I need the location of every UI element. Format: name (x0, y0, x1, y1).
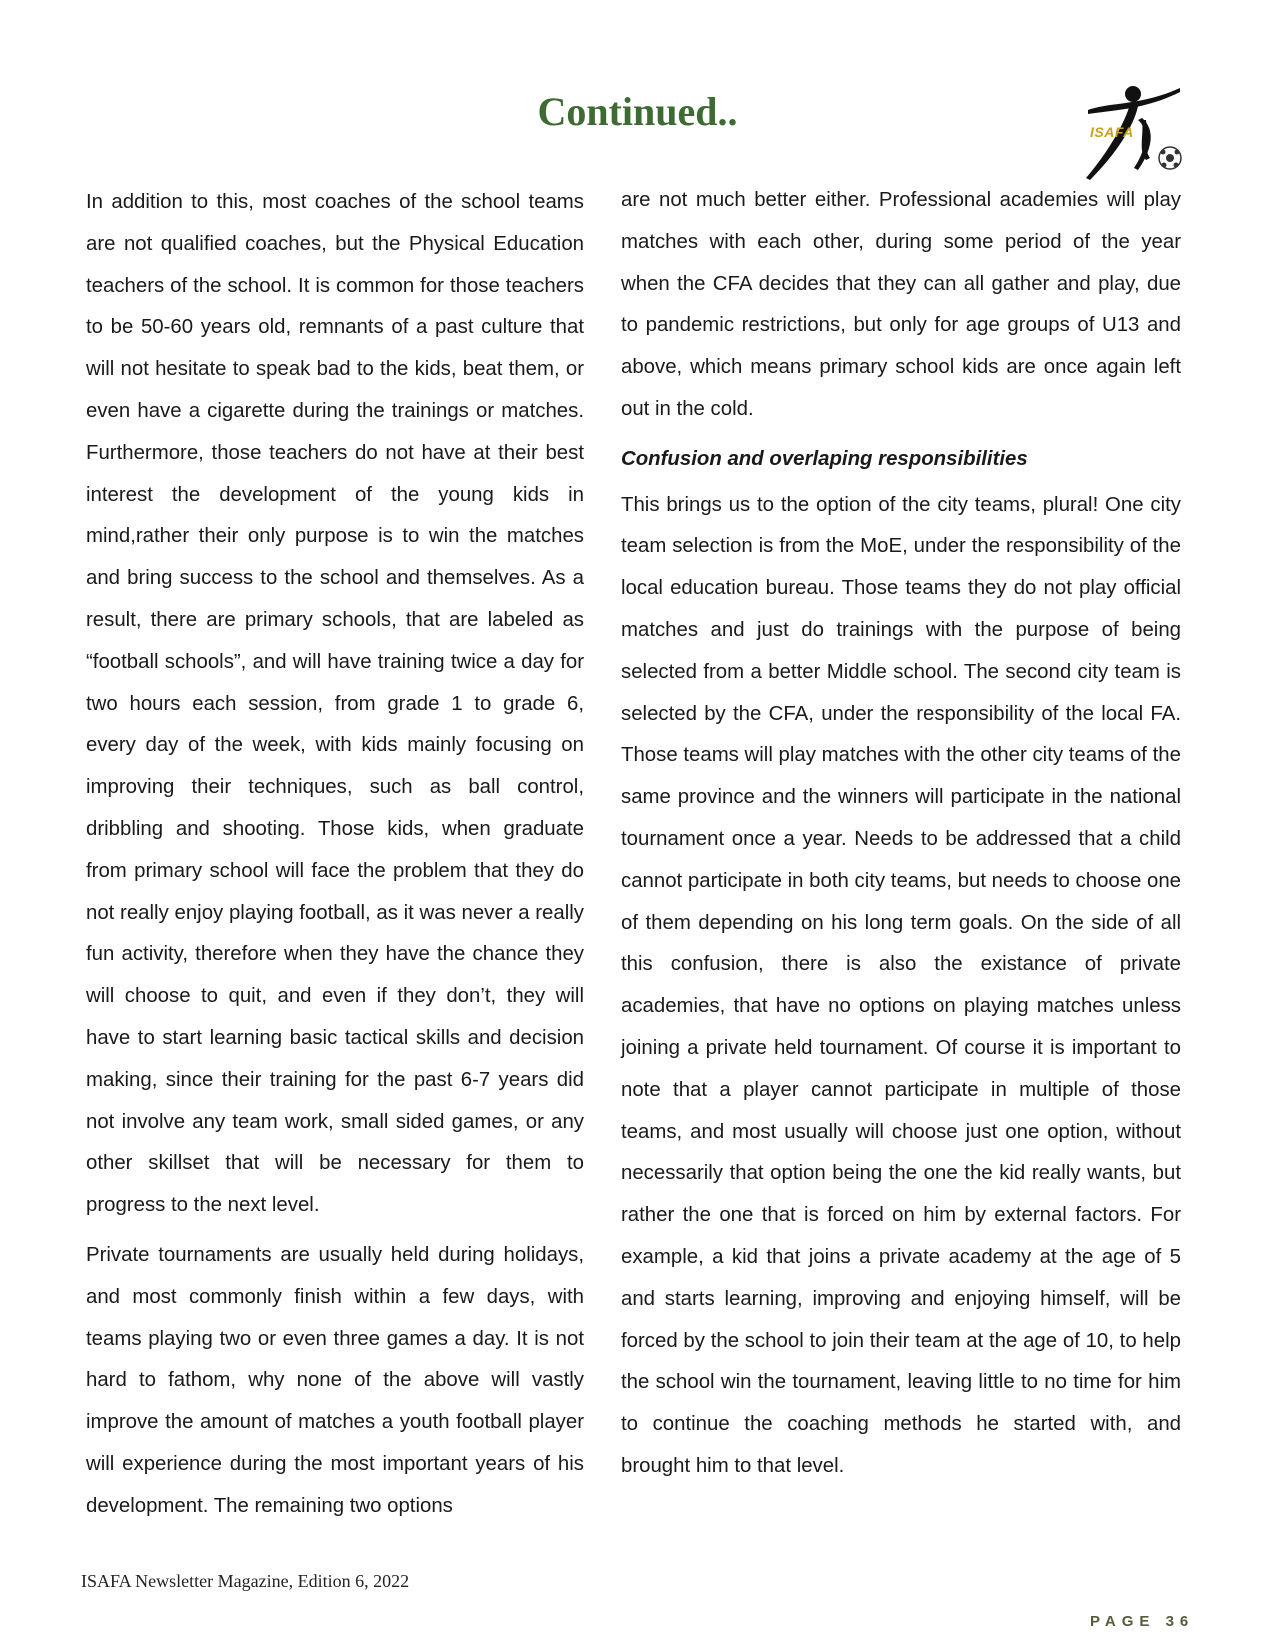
page-number: PAGE 36 (1090, 1613, 1195, 1630)
right-paragraph-2: This brings us to the option of the city teams, plural! One city team selection is from the MoE, under the responsibility of the local education bureau. Those teams they do not play official matches and just do trainings with the purpose of being selected from a better Middle school. The second city team is selected by the CFA, under the responsibility of the local FA. Those teams will play matches with the other city teams of the same province and the winners will participate in the national tournament once a year. Needs to be addressed that a child cannot participate in both city teams, but needs to choose one of them depending on his long term goals. On the side of all this confusion, there is also the existance of private academies, that have no options on playing matches unless joining a private held tournament. Of course it is important to note that a player cannot participate in multiple of those teams, and most usually will choose just one option, without necessarily that option being the one the kid really wants, but rather the one that is forced on him by external factors. For example, a kid that joins a private academy at the age of 5 and starts learning, improving and enjoying himself, will be forced by the school to join their team at the age of 10, to help the school win the tournament, leaving little to no time for him to continue the coaching methods he started with, and brought him to that level. (621, 493, 1181, 1477)
left-paragraph-1: In addition to this, most coaches of the school teams are not qualified coaches, but the Physical Education teachers of the school. It is common for those teachers to be 50-60 years old, remnants of a past culture that will not hesitate to speak bad to the kids, beat them, or even have a cigarette during the trainings or matches. Furthermore, those teachers do not have at their best interest the development of the young kids in mind,rather their only purpose is to win the matches and bring success to the school and themselves. As a result, there are primary schools, that are labeled as “football schools”, and will have training twice a day for two hours each session, from grade 1 to grade 6, every day of the week, with kids mainly focusing on improving their techniques, such as ball control, dribbling and shooting. Those kids, when graduate from primary school will face the problem that they do not really enjoy playing football, as it was never a really fun activity, therefore when they have the chance they will choose to quit, and even if they don’t, they will have to start learning basic tactical skills and decision making, since their training for the past 6-7 years did not involve any team work, small sided games, or any other skillset that will be necessary for them to progress to the next level. (86, 191, 584, 1217)
right-paragraph-1: are not much better either. Professional academies will play matches with each other, during some period of the year when the CFA decides that they can all gather and play, due to pandemic restrictions, but only for age groups of U13 and above, which means primary school kids are once again left out in the cold. (621, 189, 1181, 420)
publication-footer: ISAFA Newsletter Magazine, Edition 6, 2022 (81, 1571, 410, 1591)
logo-text: ISAFA (1090, 124, 1134, 140)
left-paragraph-2: Private tournaments are usually held during holidays, and most commonly finish within a few days, with teams playing two or even three games a day. It is not hard to fathom, why none of the above will vastly improve the amount of matches a youth football player will experience during the most important years of his development. The remaining two options (86, 1243, 584, 1517)
page-title: Continued.. (537, 89, 738, 134)
left-column (86, 182, 584, 1536)
section-heading: Confusion and overlaping responsibilities (621, 447, 1028, 470)
right-column (621, 180, 1181, 1496)
